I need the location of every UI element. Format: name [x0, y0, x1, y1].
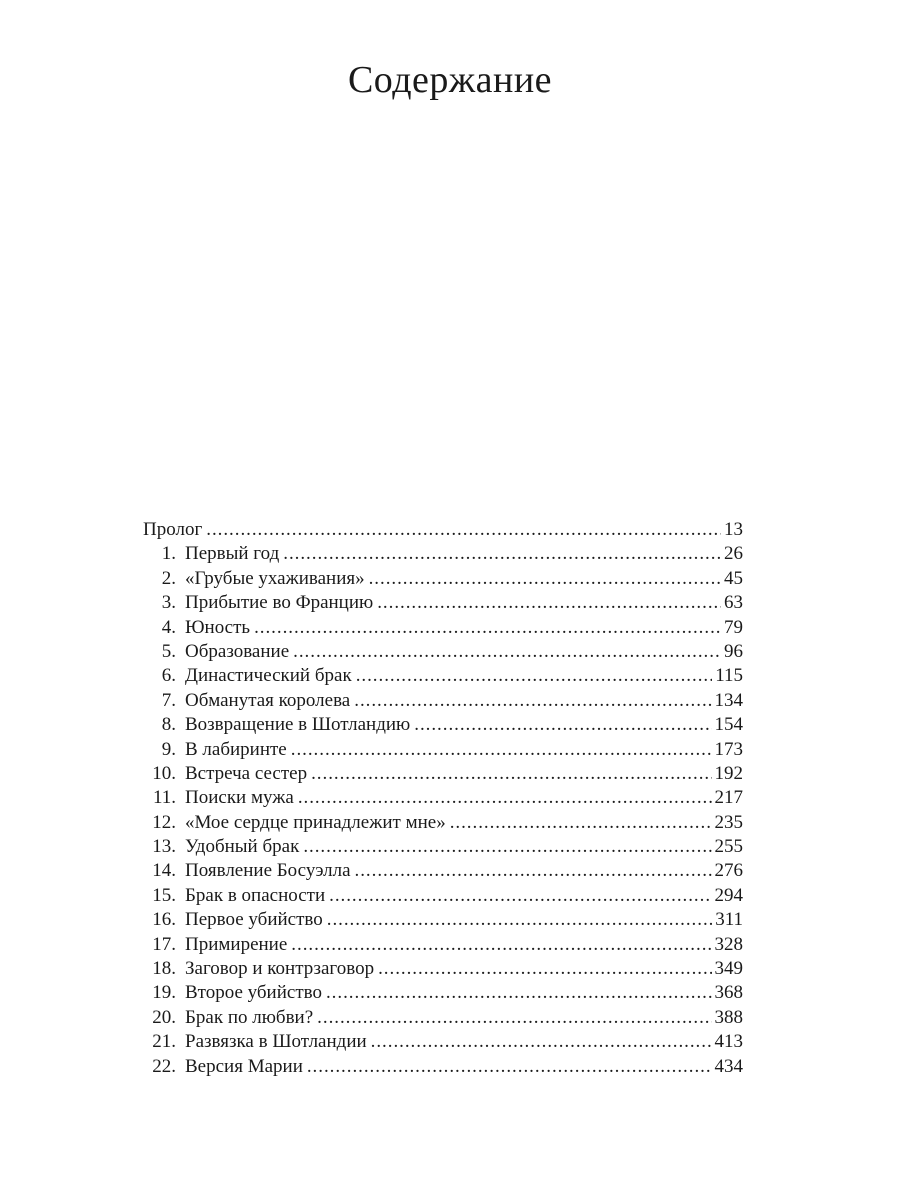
toc-dot-leader: [283, 542, 721, 566]
toc-dot-leader: [369, 567, 721, 591]
toc-entry-page: 115: [715, 665, 743, 687]
toc-entry-22: [143, 1055, 743, 1079]
table-of-contents: [143, 518, 743, 1079]
toc-entry-7: [143, 689, 743, 713]
toc-entry-title: Заговор и контрзаговор: [185, 958, 375, 980]
toc-entry-title: Примирение: [185, 933, 288, 955]
toc-entry-number: 6.: [161, 665, 176, 687]
toc-entry-number: 1.: [161, 543, 176, 565]
toc-entry-number: 21.: [152, 1031, 176, 1053]
toc-entry-number: 7.: [161, 689, 176, 711]
toc-entry-number: 14.: [152, 860, 176, 882]
toc-dot-leader: [317, 1006, 711, 1030]
toc-entry-number: 22.: [152, 1055, 176, 1077]
toc-entry-title: Пролог: [143, 519, 203, 540]
toc-entry-10: [143, 762, 743, 786]
toc-dot-leader: [311, 762, 711, 786]
toc-dot-leader: [356, 664, 713, 688]
toc-dot-leader: [291, 933, 711, 957]
toc-entry-page: 217: [714, 787, 743, 809]
toc-entry-11: [143, 786, 743, 810]
toc-entry-title: Поиски мужа: [185, 787, 294, 809]
toc-entry-number: 2.: [161, 567, 176, 589]
toc-entry-title: Династический брак: [185, 665, 352, 687]
toc-dot-leader: [291, 738, 712, 762]
toc-dot-leader: [206, 518, 721, 542]
toc-dot-leader: [254, 616, 721, 640]
toc-entry-title: Первое убийство: [185, 909, 323, 931]
toc-dot-leader: [414, 713, 711, 737]
toc-dot-leader: [377, 591, 721, 615]
toc-entry-title: Брак по любви?: [185, 1006, 314, 1028]
toc-entry-title: Встреча сестер: [185, 762, 308, 784]
toc-entry-number: 3.: [161, 592, 176, 614]
toc-dot-leader: [329, 884, 711, 908]
toc-entry-title: Появление Босуэлла: [185, 860, 351, 882]
toc-entry-page: 63: [724, 592, 743, 614]
toc-entry-page: 311: [715, 909, 743, 931]
toc-entry-15: [143, 884, 743, 908]
toc-entry-page: 328: [714, 933, 743, 955]
toc-entry-page: 368: [714, 982, 743, 1004]
toc-entry-title: Версия Марии: [185, 1055, 303, 1077]
toc-entry-page: 13: [724, 519, 743, 540]
toc-entry-9: [143, 738, 743, 762]
toc-dot-leader: [354, 689, 711, 713]
toc-entry-17: [143, 933, 743, 957]
toc-entry-8: [143, 713, 743, 737]
toc-entry-page: 349: [714, 958, 743, 980]
toc-entry-4: [143, 616, 743, 640]
toc-entry-1: [143, 542, 743, 566]
toc-entry-page: 413: [714, 1031, 743, 1053]
toc-entry-title: Первый год: [185, 543, 280, 565]
toc-entry-number: 13.: [152, 836, 176, 858]
toc-dot-leader: [371, 1030, 712, 1054]
toc-entry-page: 192: [714, 762, 743, 784]
toc-dot-leader: [355, 859, 712, 883]
toc-entry-number: 19.: [152, 982, 176, 1004]
toc-entry-number: 9.: [161, 738, 176, 760]
toc-entry-number: 20.: [152, 1006, 176, 1028]
toc-entry-12: [143, 811, 743, 835]
toc-entry-18: [143, 957, 743, 981]
toc-entry-page: 388: [714, 1006, 743, 1028]
toc-entry-prologue: [143, 518, 743, 542]
toc-entry-title: Удобный брак: [185, 836, 300, 858]
toc-entry-14: [143, 859, 743, 883]
toc-entry-21: [143, 1030, 743, 1054]
toc-entry-title: Юность: [185, 616, 251, 638]
toc-entry-page: 235: [714, 811, 743, 833]
toc-entry-page: 276: [714, 860, 743, 882]
toc-entry-number: 17.: [152, 933, 176, 955]
toc-dot-leader: [450, 811, 712, 835]
toc-dot-leader: [303, 835, 711, 859]
toc-entry-5: [143, 640, 743, 664]
toc-entry-page: 134: [714, 689, 743, 711]
toc-entry-title: Прибытие во Францию: [185, 592, 374, 614]
toc-entry-title: Второе убийство: [185, 982, 322, 1004]
toc-entry-title: Возвращение в Шотландию: [185, 714, 411, 736]
toc-dot-leader: [307, 1055, 712, 1079]
toc-entry-title: В лабиринте: [185, 738, 287, 760]
toc-entry-number: 5.: [161, 640, 176, 662]
toc-entry-3: [143, 591, 743, 615]
toc-entry-page: 255: [714, 836, 743, 858]
toc-entry-20: [143, 1006, 743, 1030]
toc-entry-6: [143, 664, 743, 688]
toc-entry-page: 79: [724, 616, 743, 638]
toc-dot-leader: [326, 981, 712, 1005]
toc-entry-title: Образование: [185, 640, 290, 662]
toc-entry-page: 45: [724, 567, 743, 589]
toc-entry-number: 4.: [161, 616, 176, 638]
page-title: Содержание: [347, 59, 553, 101]
toc-entry-title: Брак в опасности: [185, 884, 326, 906]
toc-dot-leader: [378, 957, 711, 981]
toc-entry-page: 26: [724, 543, 743, 565]
toc-entry-number: 15.: [152, 884, 176, 906]
toc-entry-page: 294: [714, 884, 743, 906]
toc-entry-16: [143, 908, 743, 932]
toc-entry-page: 96: [724, 640, 743, 662]
toc-dot-leader: [298, 786, 712, 810]
toc-entry-page: 434: [714, 1055, 743, 1077]
toc-entry-number: 8.: [161, 714, 176, 736]
toc-entry-number: 12.: [152, 811, 176, 833]
toc-entry-title: «Мое сердце принадлежит мне»: [185, 811, 446, 833]
toc-dot-leader: [327, 908, 712, 932]
toc-dot-leader: [293, 640, 721, 664]
toc-entry-page: 154: [714, 714, 743, 736]
toc-entry-number: 11.: [152, 787, 176, 809]
toc-entry-19: [143, 981, 743, 1005]
toc-entry-number: 16.: [152, 909, 176, 931]
toc-entry-number: 18.: [152, 958, 176, 980]
toc-entry-title: Обманутая королева: [185, 689, 351, 711]
toc-entry-2: [143, 567, 743, 591]
toc-entry-number: 10.: [152, 762, 176, 784]
toc-entry-title: Развязка в Шотландии: [185, 1031, 367, 1053]
toc-entry-page: 173: [714, 738, 743, 760]
toc-entry-title: «Грубые ухаживания»: [185, 567, 365, 589]
toc-entry-13: [143, 835, 743, 859]
